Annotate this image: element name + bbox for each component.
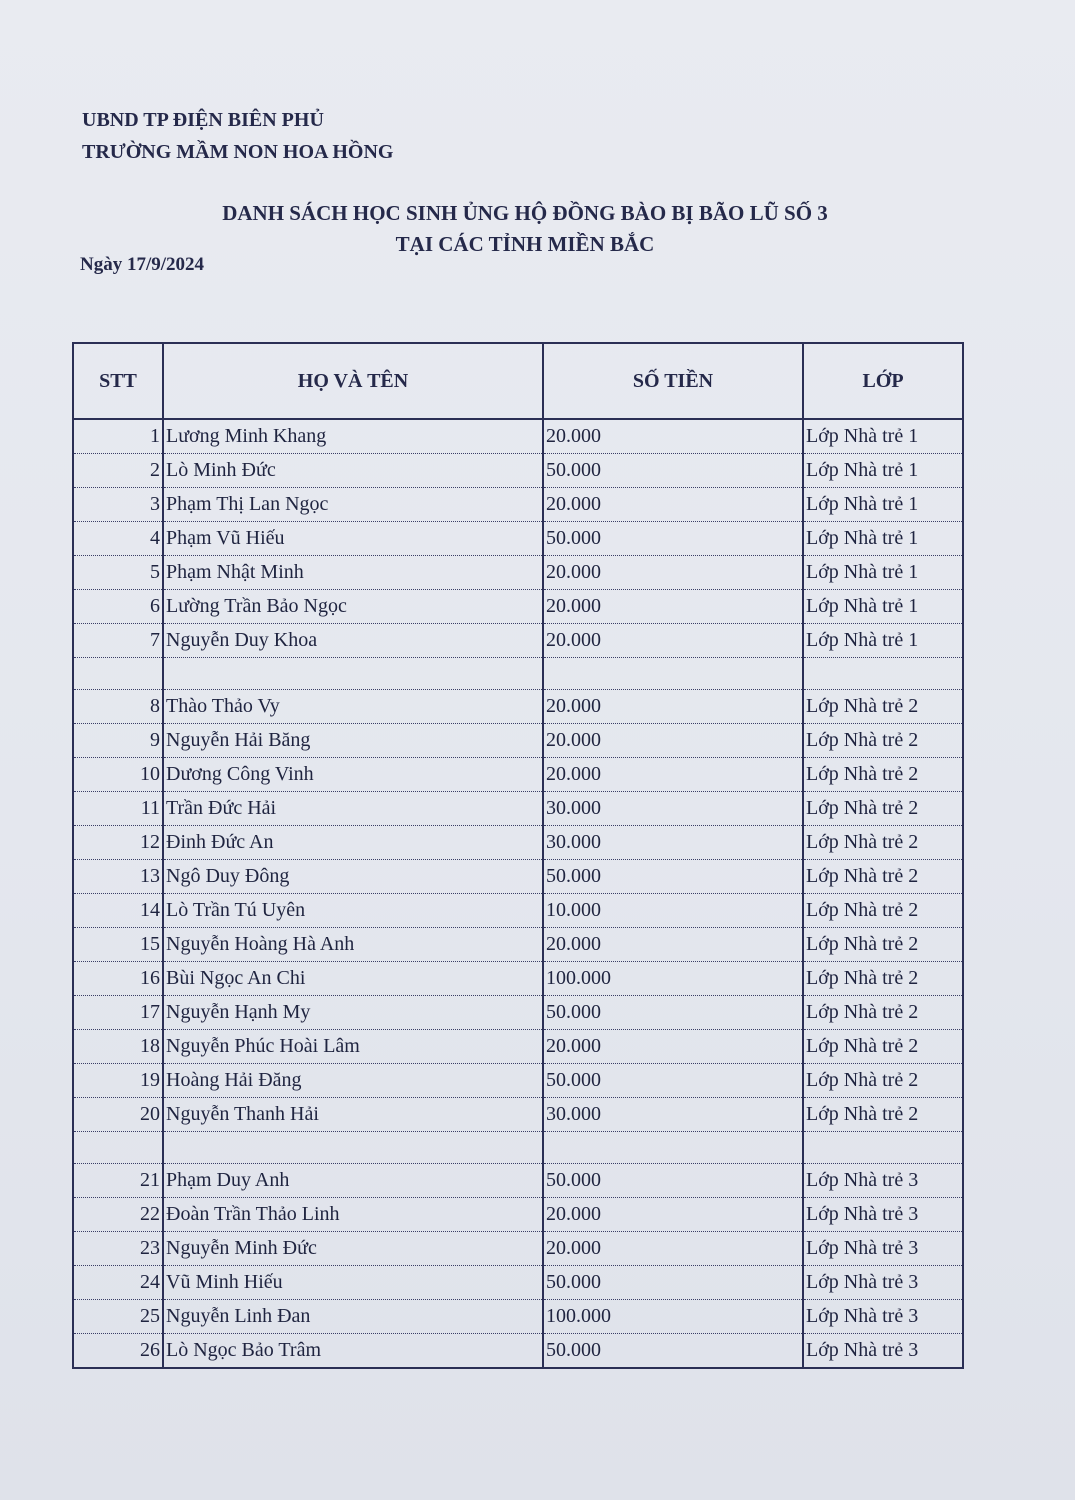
table-body [73, 419, 963, 1368]
donation-amount: 50.000 [543, 454, 803, 488]
donation-amount [543, 658, 803, 690]
class-name [803, 658, 963, 690]
student-name: Phạm Thị Lan Ngọc [163, 488, 543, 522]
class-name: Lớp Nhà trẻ 2 [803, 1030, 963, 1064]
row-number: 26 [73, 1334, 163, 1369]
class-name: Lớp Nhà trẻ 2 [803, 724, 963, 758]
table-row [73, 962, 963, 996]
row-number: 20 [73, 1098, 163, 1132]
class-name: Lớp Nhà trẻ 2 [803, 690, 963, 724]
donation-amount: 20.000 [543, 1198, 803, 1232]
table-row [73, 1098, 963, 1132]
row-number: 23 [73, 1232, 163, 1266]
table-row [73, 724, 963, 758]
student-name: Ngô Duy Đông [163, 860, 543, 894]
row-number: 15 [73, 928, 163, 962]
class-name: Lớp Nhà trẻ 2 [803, 792, 963, 826]
row-number: 10 [73, 758, 163, 792]
donation-amount: 20.000 [543, 590, 803, 624]
header-name: HỌ VÀ TÊN [163, 343, 543, 419]
row-number: 22 [73, 1198, 163, 1232]
table-row [73, 758, 963, 792]
row-number [73, 658, 163, 690]
title-line-1: DANH SÁCH HỌC SINH ỦNG HỘ ĐỒNG BÀO BỊ BÃO LŨ SỐ 3 [222, 201, 828, 225]
student-name: Lò Ngọc Bảo Trâm [163, 1334, 543, 1369]
table-row [73, 1334, 963, 1369]
class-name: Lớp Nhà trẻ 1 [803, 522, 963, 556]
table-header-row [73, 343, 963, 419]
class-name: Lớp Nhà trẻ 2 [803, 758, 963, 792]
row-number: 17 [73, 996, 163, 1030]
row-number: 5 [73, 556, 163, 590]
donation-amount: 50.000 [543, 860, 803, 894]
donation-amount: 50.000 [543, 1266, 803, 1300]
table-row [73, 894, 963, 928]
row-number: 25 [73, 1300, 163, 1334]
donation-amount: 20.000 [543, 1030, 803, 1064]
class-name [803, 1132, 963, 1164]
table-row [73, 1266, 963, 1300]
table-spacer-row [73, 658, 963, 690]
row-number: 11 [73, 792, 163, 826]
donation-amount: 20.000 [543, 690, 803, 724]
student-name: Nguyễn Hải Băng [163, 724, 543, 758]
donation-amount: 30.000 [543, 826, 803, 860]
header-stt: STT [73, 343, 163, 419]
header-amount: SỐ TIỀN [543, 343, 803, 419]
row-number: 18 [73, 1030, 163, 1064]
table-row [73, 419, 963, 454]
donation-amount: 10.000 [543, 894, 803, 928]
student-name: Lương Minh Khang [163, 419, 543, 454]
row-number: 2 [73, 454, 163, 488]
student-name: Nguyễn Hạnh My [163, 996, 543, 1030]
donation-amount [543, 1132, 803, 1164]
donation-amount: 30.000 [543, 792, 803, 826]
class-name: Lớp Nhà trẻ 1 [803, 419, 963, 454]
row-number: 14 [73, 894, 163, 928]
authority-name: UBND TP ĐIỆN BIÊN PHỦ [82, 109, 324, 131]
donation-amount: 100.000 [543, 962, 803, 996]
table-row [73, 1064, 963, 1098]
student-name: Phạm Vũ Hiếu [163, 522, 543, 556]
student-name: Dương Công Vinh [163, 758, 543, 792]
row-number: 19 [73, 1064, 163, 1098]
class-name: Lớp Nhà trẻ 1 [803, 556, 963, 590]
class-name: Lớp Nhà trẻ 2 [803, 1064, 963, 1098]
table-row [73, 454, 963, 488]
table-row [73, 996, 963, 1030]
row-number: 13 [73, 860, 163, 894]
donation-amount: 50.000 [543, 996, 803, 1030]
school-header [82, 104, 393, 168]
document-title [150, 198, 900, 260]
table-row [73, 1232, 963, 1266]
donation-amount: 20.000 [543, 624, 803, 658]
donation-amount: 20.000 [543, 724, 803, 758]
student-name: Nguyễn Phúc Hoài Lâm [163, 1030, 543, 1064]
class-name: Lớp Nhà trẻ 3 [803, 1334, 963, 1369]
donation-amount: 30.000 [543, 1098, 803, 1132]
class-name: Lớp Nhà trẻ 1 [803, 454, 963, 488]
class-name: Lớp Nhà trẻ 2 [803, 826, 963, 860]
row-number: 24 [73, 1266, 163, 1300]
header-class: LỚP [803, 343, 963, 419]
row-number: 12 [73, 826, 163, 860]
school-name: TRƯỜNG MẦM NON HOA HỒNG [82, 141, 394, 163]
table-row [73, 792, 963, 826]
class-name: Lớp Nhà trẻ 2 [803, 1098, 963, 1132]
row-number [73, 1132, 163, 1164]
table-row [73, 624, 963, 658]
row-number: 9 [73, 724, 163, 758]
donation-amount: 20.000 [543, 758, 803, 792]
table-spacer-row [73, 1132, 963, 1164]
student-name: Vũ Minh Hiếu [163, 1266, 543, 1300]
class-name: Lớp Nhà trẻ 3 [803, 1300, 963, 1334]
table-row [73, 522, 963, 556]
donation-amount: 100.000 [543, 1300, 803, 1334]
class-name: Lớp Nhà trẻ 3 [803, 1266, 963, 1300]
class-name: Lớp Nhà trẻ 3 [803, 1164, 963, 1198]
table-row [73, 1300, 963, 1334]
student-name [163, 1132, 543, 1164]
student-name: Đinh Đức An [163, 826, 543, 860]
student-name: Lường Trần Bảo Ngọc [163, 590, 543, 624]
student-name [163, 658, 543, 690]
row-number: 6 [73, 590, 163, 624]
student-name: Nguyễn Linh Đan [163, 1300, 543, 1334]
student-name: Nguyễn Duy Khoa [163, 624, 543, 658]
row-number: 16 [73, 962, 163, 996]
row-number: 3 [73, 488, 163, 522]
student-name: Trần Đức Hải [163, 792, 543, 826]
class-name: Lớp Nhà trẻ 1 [803, 488, 963, 522]
donation-amount: 50.000 [543, 1064, 803, 1098]
donation-amount: 20.000 [543, 488, 803, 522]
table-row [73, 1198, 963, 1232]
student-name: Lò Minh Đức [163, 454, 543, 488]
student-name: Phạm Duy Anh [163, 1164, 543, 1198]
document-date: Ngày 17/9/2024 [80, 254, 205, 275]
student-name: Thào Thảo Vy [163, 690, 543, 724]
donation-table [72, 342, 964, 1369]
class-name: Lớp Nhà trẻ 3 [803, 1198, 963, 1232]
row-number: 7 [73, 624, 163, 658]
student-name: Đoàn Trần Thảo Linh [163, 1198, 543, 1232]
table-row [73, 690, 963, 724]
class-name: Lớp Nhà trẻ 2 [803, 928, 963, 962]
table-row [73, 928, 963, 962]
student-name: Nguyễn Minh Đức [163, 1232, 543, 1266]
donation-amount: 20.000 [543, 419, 803, 454]
student-name: Phạm Nhật Minh [163, 556, 543, 590]
table-row [73, 590, 963, 624]
donation-amount: 20.000 [543, 928, 803, 962]
student-name: Bùi Ngọc An Chi [163, 962, 543, 996]
donation-amount: 50.000 [543, 1334, 803, 1369]
class-name: Lớp Nhà trẻ 3 [803, 1232, 963, 1266]
class-name: Lớp Nhà trẻ 2 [803, 996, 963, 1030]
class-name: Lớp Nhà trẻ 2 [803, 894, 963, 928]
table-row [73, 826, 963, 860]
table-row [73, 860, 963, 894]
donation-amount: 20.000 [543, 1232, 803, 1266]
title-line-2: TẠI CÁC TỈNH MIỀN BẮC [395, 232, 655, 256]
class-name: Lớp Nhà trẻ 2 [803, 860, 963, 894]
class-name: Lớp Nhà trẻ 1 [803, 590, 963, 624]
table-row [73, 1164, 963, 1198]
student-name: Lò Trần Tú Uyên [163, 894, 543, 928]
row-number: 8 [73, 690, 163, 724]
row-number: 1 [73, 419, 163, 454]
table-row [73, 1030, 963, 1064]
class-name: Lớp Nhà trẻ 2 [803, 962, 963, 996]
donation-amount: 20.000 [543, 556, 803, 590]
row-number: 21 [73, 1164, 163, 1198]
class-name: Lớp Nhà trẻ 1 [803, 624, 963, 658]
table-row [73, 556, 963, 590]
donation-amount: 50.000 [543, 522, 803, 556]
student-name: Hoàng Hải Đăng [163, 1064, 543, 1098]
row-number: 4 [73, 522, 163, 556]
donation-amount: 50.000 [543, 1164, 803, 1198]
student-name: Nguyễn Thanh Hải [163, 1098, 543, 1132]
table-row [73, 488, 963, 522]
student-name: Nguyễn Hoàng Hà Anh [163, 928, 543, 962]
